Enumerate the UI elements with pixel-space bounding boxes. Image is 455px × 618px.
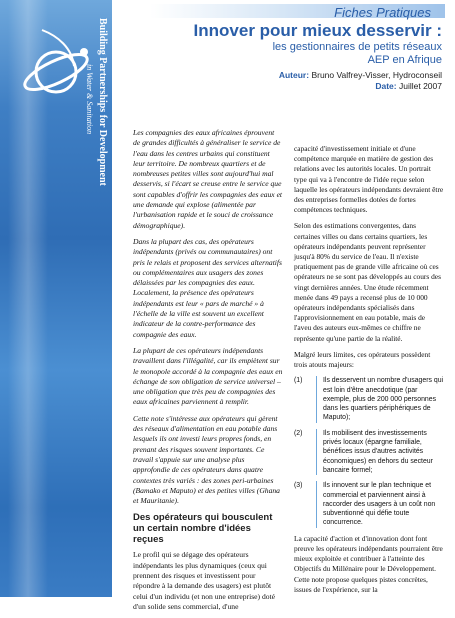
intro-paragraph-1: Les compagnies des eaux africaines éprouvent de grandes difficultés à généraliser le service de l'eau dans les centres urbains qui constituent leur territoire. De nombreux quartiers et de nombreuses petites villes sont aujourd'hui mal desservis, si l'écart se creuse entre le service que sont capables d'offrir les compagnies des eaux et une demande qui explose (alimentée par l'urbanisation rapide et le souci de croissance démographique). bbox=[133, 128, 283, 230]
list-text: Ils mobilisent des investissements privés locaux (épargne familiale, bénéfices issus d'autres activités économiques) en dehors du secteur bancaire formel; bbox=[316, 429, 444, 475]
meta-info bbox=[150, 70, 442, 92]
author-line bbox=[150, 70, 442, 81]
page-subtitle bbox=[150, 41, 442, 67]
list-item bbox=[294, 481, 444, 527]
right-column bbox=[294, 144, 444, 601]
date-line bbox=[150, 81, 442, 92]
list-number: (2) bbox=[294, 429, 303, 437]
list-text: Ils desservent un nombre d'usagers qui est loin d'être anecdotique (par exemple, plus de 200 000 personnes dans les quartiers périphériques de Maputo); bbox=[316, 376, 444, 422]
page-title: Innover pour mieux desservir : bbox=[193, 21, 442, 40]
section-heading: Des opérateurs qui bousculent un certain nombre d'idées reçues bbox=[133, 512, 273, 546]
list-item bbox=[294, 429, 444, 475]
org-subtitle: in Water & Sanitation bbox=[85, 64, 94, 135]
left-column bbox=[133, 128, 283, 618]
globe-logo-icon bbox=[18, 8, 108, 120]
body-paragraph-1: Le profil qui se dégage des opérateurs indépendants les plus dynamiques (ceux qui prennent des risques et investissent pour répondre à la demande des usagers) est plutôt celui d'un individu (et non une entreprise) doté d'un solide sens commercial, d'une bbox=[133, 550, 276, 611]
sidebar-banner bbox=[0, 0, 112, 597]
author-value: Bruno Valfrey-Visser, Hydroconseil bbox=[311, 70, 442, 80]
body-paragraph-2: capacité d'investissement initiale et d'une compétence marquée en matière de gestion des relations avec les autorités locales. Un portrait type qui va à l'encontre de l'idée reçue selon laquelle les opérateurs indépendants devraient être des entreprises formelles dotées de fortes compétences techniques. bbox=[294, 144, 444, 215]
author-label: Auteur: bbox=[278, 70, 310, 80]
org-name: Building Partnerships for Development bbox=[97, 18, 108, 186]
list-item bbox=[294, 376, 444, 422]
intro-paragraph-4: Cette note s'intéresse aux opérateurs qui gèrent des réseaux d'alimentation en eau potable dans lesquels ils ont investi leurs propres fonds, en prenant des risques souvent importants. Ce travail s'appuie sur une analyse plus approfondie de ces opérateurs dans quatre contextes très variés : des zones peri-urbaines (Bamako et Maputo) et des petites villes (Ghana et Mauritanie). bbox=[133, 413, 280, 506]
body-paragraph-3: Selon des estimations convergentes, dans certaines villes ou dans certains quartiers, les opérateurs indépendants peuvent représenter jusqu'à 80% du service de l'eau. Il n'existe pratiquement pas de grande ville africaine où ces opérateurs ne se sont pas développés au cours des vingt dernières années. Une étude récemment menée dans 49 pays a recensé plus de 10 000 opérateurs indépendants spécialisés dans l'approvisionnement en eau potable, mais de l'aveu des auteurs eux-mêmes ce chiffre ne représente qu'une partie de la réalité. bbox=[294, 221, 441, 343]
date-value: Juillet 2007 bbox=[398, 81, 442, 91]
section-label: Fiches Pratiques bbox=[334, 5, 431, 20]
body-paragraph-5: La capacité d'action et d'innovation dont font preuve les opérateurs indépendants pourraient être mieux exploitée et contribuer à l'atteinte des Objectifs du Millénaire pour le Développement. Cette note propose quelques pistes concrètes, issues de l'expérience, sur la bbox=[294, 533, 443, 594]
body-paragraph-4: Malgré leurs limites, ces opérateurs possèdent trois atouts majeurs: bbox=[294, 349, 431, 370]
list-text: Ils innovent sur le plan technique et commercial et parviennent ainsi à raccorder des usagers à un coût non subventionné qui défie toute concurrence. bbox=[316, 481, 444, 527]
header-bar bbox=[150, 4, 445, 18]
date-label: Date: bbox=[375, 81, 397, 91]
intro-paragraph-3: La plupart de ces opérateurs indépendants travaillent dans l'illégalité, car ils empiètent sur le monopole accordé à la compagnie des eaux en échange de son obligation de service universel – une obligation que très peu de compagnies des eaux africaines parviennent à remplir. bbox=[133, 345, 283, 407]
subtitle-line1: les gestionnaires de petits réseaux bbox=[272, 41, 442, 53]
intro-paragraph-2: Dans la plupart des cas, des opérateurs indépendants (privés ou communautaires) ont pris le relais et proposent des services alternatifs ou complémentaires aux usagers des zones délaissées par les compagnies des eaux. Localement, la présence des opérateurs indépendants est leur « pars de marché » à l'échelle de la ville est souvent un excellent indicateur de la contre-performance des compagnie des eaux. bbox=[133, 236, 282, 339]
list-number: (1) bbox=[294, 377, 303, 385]
subtitle-line2: AEP en Afrique bbox=[367, 54, 442, 66]
list-number: (3) bbox=[294, 482, 303, 490]
